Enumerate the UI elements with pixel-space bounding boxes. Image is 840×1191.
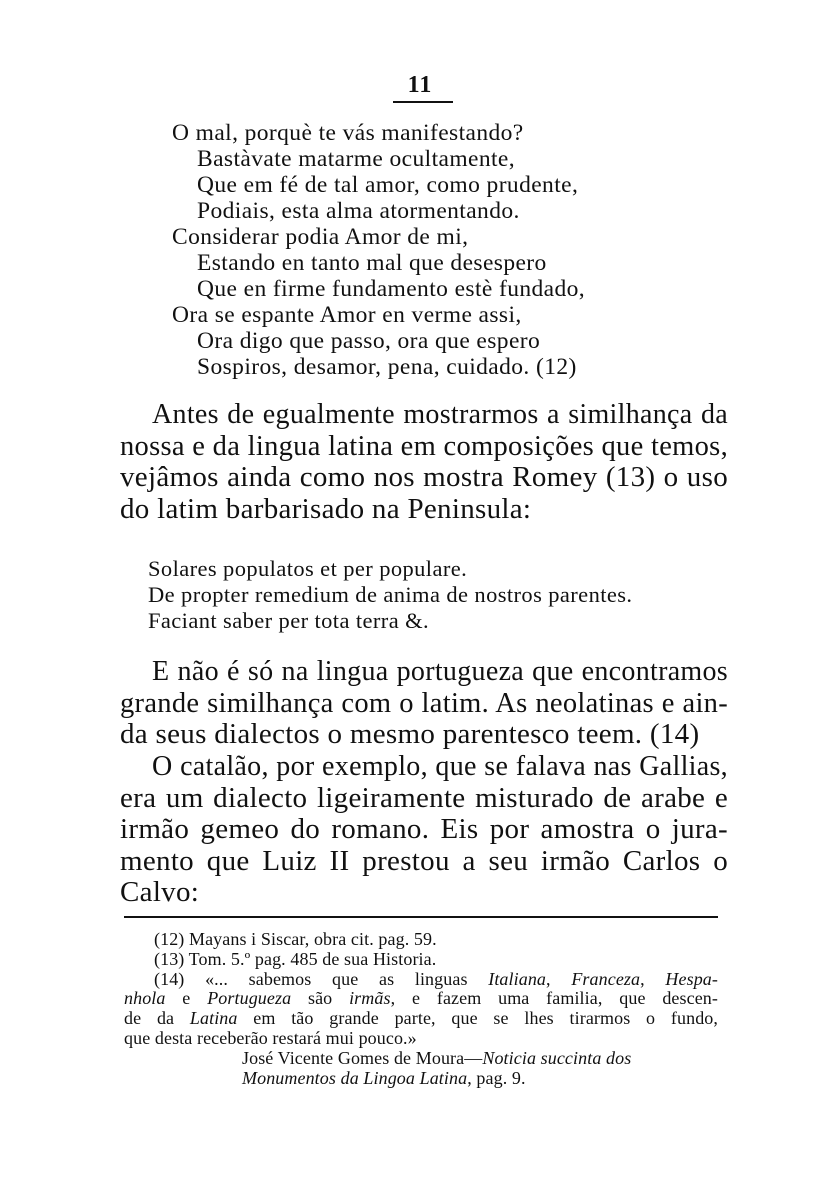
footnote-12: (12) Mayans i Siscar, obra cit. pag. 59. [154, 929, 437, 949]
paragraph-catalan [120, 751, 728, 909]
poem-line: Ora se espante Amor en verme assi, [172, 302, 522, 328]
paragraph-line: Antes de egualmente mostrarmos a similhança da [152, 399, 728, 430]
footnote-14-line: de da Latina em tão grande parte, que se lhes tirarmos o fundo, [124, 1008, 718, 1029]
footnote-13: (13) Tom. 5.º pag. 485 de sua Historia. [154, 948, 437, 969]
paragraph-line: era um dialecto ligeiramente misturado de arabe e [120, 781, 728, 814]
quote-line: De propter remedium de anima de nostros parentes. [148, 582, 633, 607]
poem-line: Considerar podia Amor de mi, [172, 224, 469, 250]
page-number-rule [393, 101, 453, 103]
paragraph-line: O catalão, por exemplo, que se falava nas Gallias, [152, 751, 728, 782]
footnote-rule [124, 916, 718, 918]
paragraph-neolatin [120, 656, 728, 751]
poem-line: Que en firme fundamento estè fundado, [197, 276, 586, 302]
paragraph-intro [120, 399, 728, 525]
poem-line: Bastàvate matarme ocultamente, [197, 146, 516, 172]
footnote-14-citation: Monumentos da Lingoa Latina, pag. 9. [242, 1067, 526, 1088]
poem-line: O mal, porquè te vás manifestando? [172, 120, 524, 146]
footnote-14-line: que desta receberão restará mui pouco.» [124, 1027, 417, 1048]
paragraph-line: vejâmos ainda como nos mostra Romey (13) o uso [120, 461, 728, 493]
paragraph-line: Calvo: [120, 876, 200, 908]
paragraph-line: mento que Luiz II prestou a seu irmão Carlos o [120, 844, 728, 877]
latin-quote [148, 556, 728, 634]
quote-line: Faciant saber per tota terra &. [148, 608, 430, 633]
paragraph-line: grande similhança com o latim. As neolatinas e ain- [120, 687, 728, 719]
paragraph-line: nossa e da lingua latina em composições que temos, [120, 430, 728, 462]
quote-line: Solares populatos et per populare. [148, 556, 468, 581]
paragraph-line: E não é só na lingua portugueza que encontramos [152, 656, 728, 687]
poem-line: Estando en tanto mal que desespero [197, 250, 547, 276]
poem-line: Que em fé de tal amor, como prudente, [197, 172, 579, 198]
footnote-14-citation: José Vicente Gomes de Moura—Noticia succinta dos [242, 1047, 632, 1068]
paragraph-line: do latim barbarisado na Peninsula: [120, 492, 532, 525]
paragraph-line: da seus dialectos o mesmo parentesco teem. (14) [120, 718, 700, 750]
footnotes [124, 930, 718, 1088]
poem-line: Sospiros, desamor, pena, cuidado. (12) [197, 354, 577, 380]
footnote-14-line: nhola e Portugueza são irmãs, e fazem uma familia, que descen- [124, 988, 718, 1009]
footnote-14-line: (14) «... sabemos que as linguas Italiana, Franceza, Hespa- [154, 968, 718, 989]
paragraph-line: irmão gemeo do romano. Eis por amostra o jura- [120, 813, 728, 845]
page-number: 11 [407, 72, 433, 98]
poem-line: Ora digo que passo, ora que espero [197, 328, 541, 354]
poem-line: Podiais, esta alma atormentando. [197, 198, 520, 224]
